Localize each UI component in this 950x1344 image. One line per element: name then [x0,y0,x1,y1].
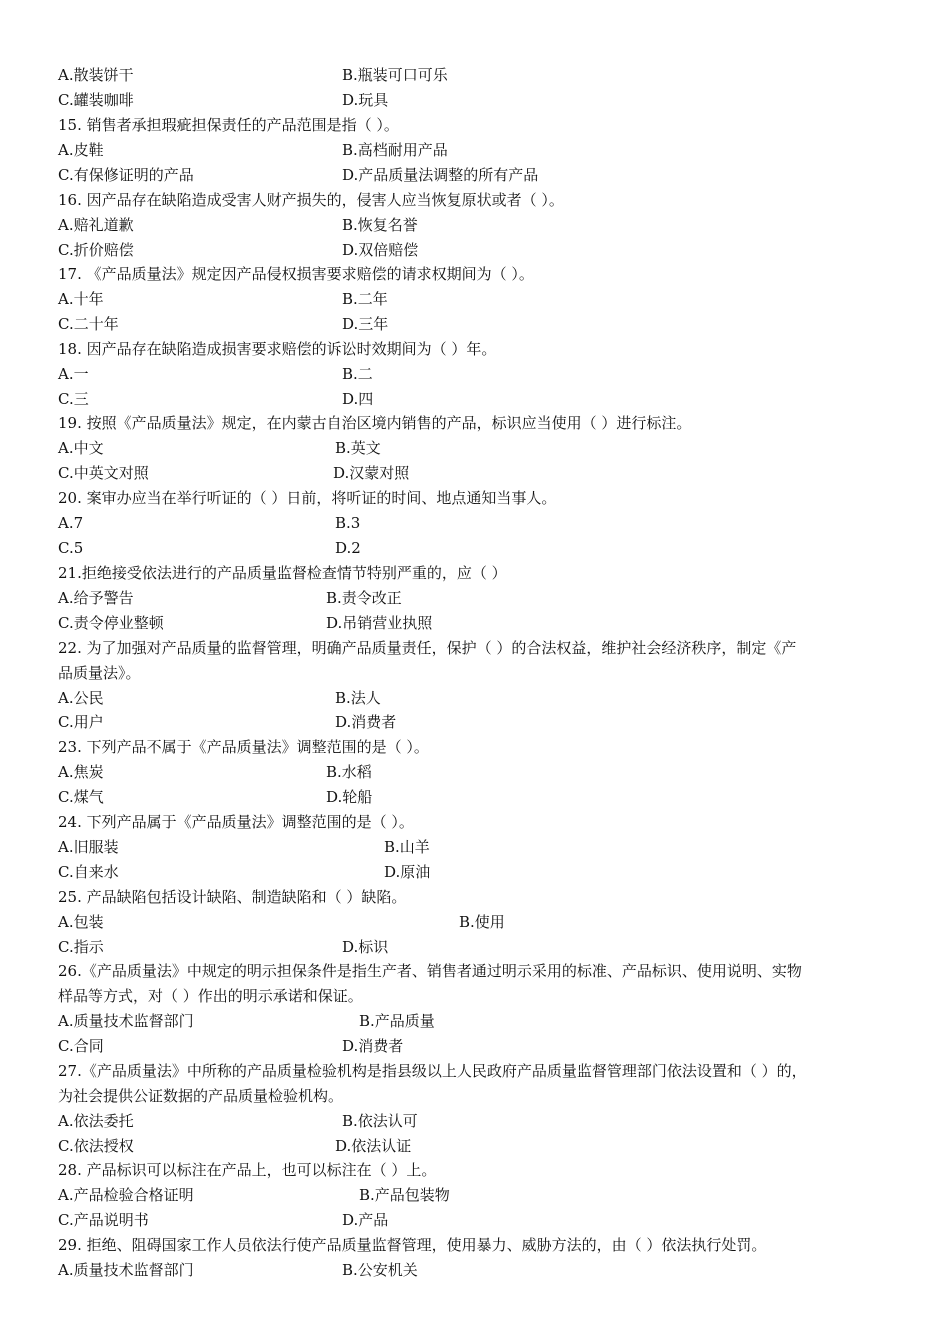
option-right: D.双倍赔偿 [342,241,419,259]
option-right: D.产品质量法调整的所有产品 [342,166,539,184]
option-left: A.质量技术监督部门 [58,1012,194,1030]
option-right: B.责令改正 [326,589,402,607]
option-left: C.依法授权 [58,1137,134,1155]
option-left: C.煤气 [58,788,104,806]
option-right: D.2 [335,539,361,557]
option-left: C.责令停业整顿 [58,614,164,632]
option-right: B.英文 [335,439,381,457]
question-text: 品质量法》。 [58,664,141,682]
question-text: 20. 案审办应当在举行听证的（ ）日前，将听证的时间、地点通知当事人。 [58,489,557,507]
option-right: D.标识 [342,938,389,956]
option-right: B.恢复名誉 [342,216,418,234]
option-left: A.质量技术监督部门 [58,1261,194,1279]
option-left: C.中英文对照 [58,464,149,482]
option-left: C.罐装咖啡 [58,91,134,109]
option-right: D.消费者 [335,713,397,731]
question-text: 21.拒绝接受依法进行的产品质量监督检查情节特别严重的，应（ ） [58,564,507,582]
option-right: D.汉蒙对照 [333,464,410,482]
option-right: D.三年 [342,315,389,333]
question-text: 29. 拒绝、阻碍国家工作人员依法行使产品质量监督管理，使用暴力、威胁方法的，由（ ）依法执行处罚。 [58,1236,767,1254]
option-left: A.十年 [58,290,104,308]
option-right: B.产品质量 [359,1012,435,1030]
option-left: C.二十年 [58,315,119,333]
option-right: D.产品 [342,1211,389,1229]
option-left: C.5 [58,539,84,557]
option-right: D.轮船 [326,788,373,806]
question-text: 18. 因产品存在缺陷造成损害要求赔偿的诉讼时效期间为（ ）年。 [58,340,497,358]
question-text: 19. 按照《产品质量法》规定，在内蒙古自治区境内销售的产品，标识应当使用（ ）进行标注。 [58,414,692,432]
question-text: 15. 销售者承担瑕疵担保责任的产品范围是指（ ）。 [58,116,399,134]
option-right: B.产品包装物 [359,1186,450,1204]
question-text: 28. 产品标识可以标注在产品上，也可以标注在（ ）上。 [58,1161,437,1179]
option-right: D.依法认证 [335,1137,412,1155]
option-left: A.公民 [58,689,104,707]
question-text: 为社会提供公证数据的产品质量检验机构。 [58,1087,344,1105]
option-left: C.产品说明书 [58,1211,149,1229]
question-text: 24. 下列产品属于《产品质量法》调整范围的是（ ）。 [58,813,414,831]
option-left: C.指示 [58,938,104,956]
option-left: C.合同 [58,1037,104,1055]
option-right: B.法人 [335,689,381,707]
option-right: B.二年 [342,290,388,308]
option-right: D.吊销营业执照 [326,614,433,632]
option-left: A.依法委托 [58,1112,134,1130]
question-text: 27.《产品质量法》中所称的产品质量检验机构是指县级以上人民政府产品质量监督管理部门依法设置和（ ）的， [58,1062,807,1080]
option-left: A.散装饼干 [58,66,134,84]
option-right: B.瓶装可口可乐 [342,66,448,84]
option-left: C.用户 [58,713,104,731]
question-text: 22. 为了加强对产品质量的监督管理，明确产品质量责任，保护（ ）的合法权益，维护社会经济秩序，制定《产 [58,639,797,657]
question-text: 26.《产品质量法》中规定的明示担保条件是指生产者、销售者通过明示采用的标准、产品标识、使用说明、实物 [58,962,802,980]
question-text: 25. 产品缺陷包括设计缺陷、制造缺陷和（ ）缺陷。 [58,888,407,906]
option-right: B.二 [342,365,373,383]
option-right: B.高档耐用产品 [342,141,448,159]
option-right: B.依法认可 [342,1112,418,1130]
option-right: B.水稻 [326,763,372,781]
option-left: A.产品检验合格证明 [58,1186,194,1204]
option-right: B.山羊 [384,838,430,856]
question-text: 样品等方式，对（ ）作出的明示承诺和保证。 [58,987,363,1005]
option-right: B.3 [335,514,361,532]
option-left: A.一 [58,365,89,383]
option-left: A.旧服装 [58,838,119,856]
option-left: C.三 [58,390,89,408]
option-left: C.有保修证明的产品 [58,166,194,184]
question-text: 23. 下列产品不属于《产品质量法》调整范围的是（ ）。 [58,738,429,756]
option-right: D.四 [342,390,374,408]
option-left: C.折价赔偿 [58,241,134,259]
question-text: 17. 《产品质量法》规定因产品侵权损害要求赔偿的请求权期间为（ ）。 [58,265,534,283]
option-right: D.消费者 [342,1037,404,1055]
option-left: A.赔礼道歉 [58,216,134,234]
option-left: A.焦炭 [58,763,104,781]
option-right: B.公安机关 [342,1261,418,1279]
option-right: B.使用 [459,913,505,931]
question-text: 16. 因产品存在缺陷造成受害人财产损失的，侵害人应当恢复原状或者（ ）。 [58,191,564,209]
option-left: A.7 [58,514,84,532]
option-left: A.中文 [58,439,104,457]
option-right: D.原油 [384,863,431,881]
option-left: A.给予警告 [58,589,134,607]
option-left: C.自来水 [58,863,119,881]
option-right: D.玩具 [342,91,389,109]
option-left: A.皮鞋 [58,141,104,159]
option-left: A.包装 [58,913,104,931]
